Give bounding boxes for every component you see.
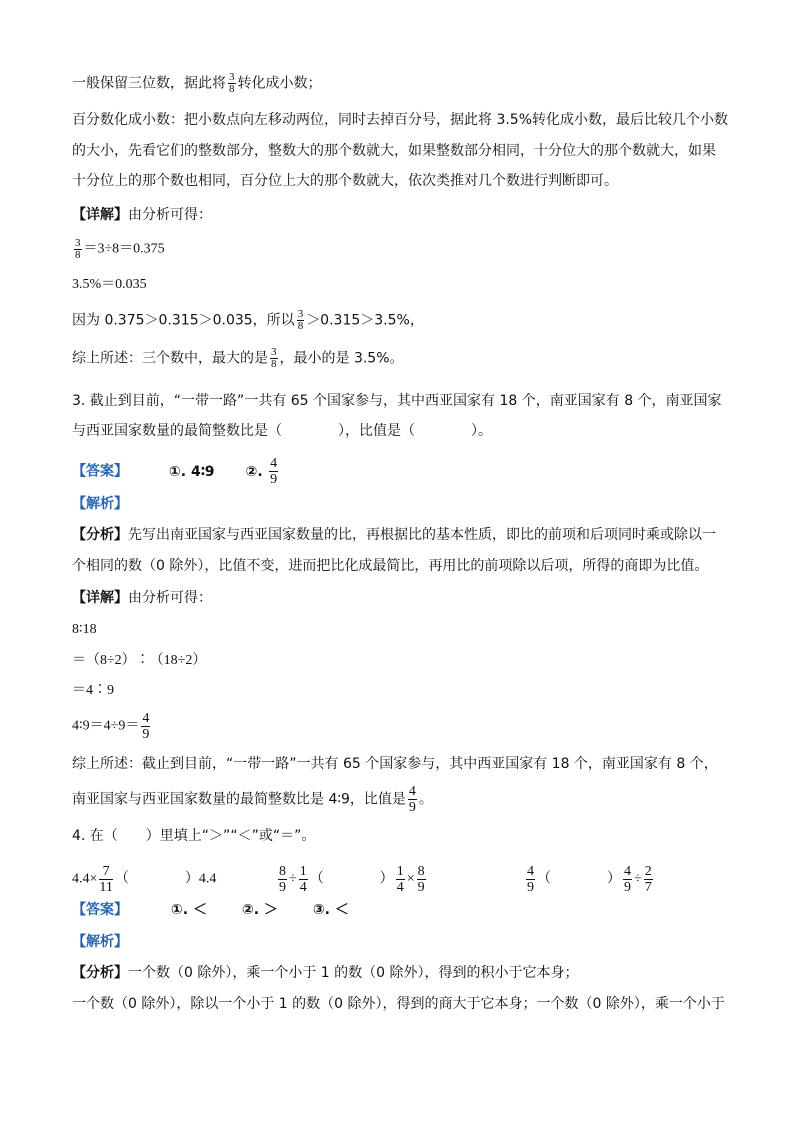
text-line: 一个数（0 除外），除以一个小于 1 的数（0 除外），得到的商大于它本身；一个数（0 除外），乘一个小于 <box>72 996 725 1012</box>
text-segment: 综上所述：三个数中，最大的是 <box>72 350 268 367</box>
operator: ÷ <box>634 871 642 887</box>
denominator: 9 <box>417 880 425 895</box>
numerator: 2 <box>644 864 652 879</box>
operator: × <box>406 871 415 887</box>
expression-2 <box>276 864 428 895</box>
text-line: 百分数化成小数：把小数点向左移动两位，同时去掉百分号，据此将 3.5%转化成小数，最后比较几个小数 <box>72 112 729 128</box>
section-tag: 【分析】 <box>72 965 128 981</box>
numerator: 3 <box>297 308 304 320</box>
answer-2: ②. ＞ <box>241 902 278 918</box>
denominator: 9 <box>142 727 150 742</box>
answer-tag: 【答案】 <box>72 902 128 918</box>
fraction <box>269 456 278 487</box>
answer-row <box>72 456 734 487</box>
step-line: 8∶18 <box>72 622 97 637</box>
text-line: 的大小，先看它们的整数部分，整数大的那个数就大，如果整数部分相同，十分位大的那个数就大，如果 <box>72 143 716 159</box>
text-segment: 一个数（0 除外），乘一个小于 1 的数（0 除外），得到的积小于它本身； <box>128 965 579 981</box>
text-segment: 先写出南亚国家与西亚国家数量的比，再根据比的基本性质，即比的前项和后项同时乘或除以一 <box>128 527 716 543</box>
analysis-tag: 【解析】 <box>72 934 128 950</box>
fraction <box>141 711 150 742</box>
numerator: 4 <box>527 864 534 879</box>
fraction <box>270 347 278 370</box>
section-tag: 【详解】 <box>72 207 128 223</box>
text-line: 十分位上的那个数也相同，百分位上大的那个数就大，依次类推对几个数进行判断即可。 <box>72 173 618 189</box>
section-tag: 【分析】 <box>72 527 128 543</box>
text-segment: 。 <box>418 791 433 808</box>
numerator: 8 <box>417 864 425 879</box>
text-segment: （ ） <box>537 871 621 887</box>
fraction <box>278 864 287 895</box>
text-segment: 南亚国家与西亚国家数量的最简整数比是 4∶9，比值是 <box>72 791 406 808</box>
denominator: 9 <box>527 880 534 895</box>
text-line <box>72 238 734 261</box>
denominator: 9 <box>270 472 278 487</box>
fraction <box>396 864 405 895</box>
answer-row <box>72 900 734 920</box>
text-segment: 转化成小数； <box>237 75 322 92</box>
answer-2-label: ②. <box>245 463 263 480</box>
text-line <box>72 309 734 332</box>
question-3-line-1: 3. 截止到目前，“一带一路”一共有 65 个国家参与，其中西亚国家有 18 个，南亚国家有 8 个，南亚国家 <box>72 393 722 409</box>
answer-tag: 【答案】 <box>72 463 128 480</box>
numerator: 3 <box>271 346 277 358</box>
step-line: ＝4∶9 <box>72 683 114 698</box>
denominator: 4 <box>396 880 404 895</box>
answer-3: ③. ＜ <box>312 902 349 918</box>
denominator: 8 <box>75 249 81 261</box>
denominator: 8 <box>271 358 277 370</box>
denominator: 8 <box>297 320 304 332</box>
text-segment: （ ） <box>309 871 394 887</box>
denominator: 9 <box>408 800 416 815</box>
denominator: 9 <box>279 880 286 895</box>
denominator: 7 <box>644 880 652 895</box>
fraction <box>74 238 82 261</box>
analysis-tag: 【解析】 <box>72 496 128 512</box>
fraction <box>623 864 632 895</box>
text-segment: 由分析可得： <box>128 207 212 223</box>
numerator: 4 <box>142 711 150 726</box>
text-line <box>72 588 734 608</box>
question-4-line: 4. 在（ ）里填上“＞”“＜”或“＝”。 <box>72 828 316 844</box>
text-line: 3.5%＝0.035 <box>72 277 147 292</box>
fraction <box>299 864 308 895</box>
denominator: 8 <box>229 83 235 95</box>
numerator: 3 <box>229 71 235 83</box>
section-tag: 【详解】 <box>72 590 128 606</box>
numerator: 7 <box>99 864 112 880</box>
operator: ÷ <box>289 871 297 887</box>
step-line: ＝（8÷2）∶（18÷2） <box>72 653 207 668</box>
numerator: 4 <box>408 784 416 799</box>
numerator: 8 <box>279 864 286 879</box>
numerator: 1 <box>299 864 307 879</box>
numerator: 4 <box>270 456 278 471</box>
text-segment: 因为 0.375＞0.315＞0.035，所以 <box>72 312 295 329</box>
denominator: 9 <box>624 880 631 895</box>
text-segment: ＝3÷8＝0.375 <box>83 241 165 257</box>
expression-3 <box>524 864 655 895</box>
text-line <box>72 784 734 815</box>
fraction <box>417 864 426 895</box>
text-segment: （ ）4.4 <box>114 871 217 887</box>
text-line <box>72 72 734 95</box>
text-line: 综上所述：截止到目前，“一带一路”一共有 65 个国家参与，其中西亚国家有 18 个，南亚国家有 8 个， <box>72 756 718 772</box>
text-segment: ＞0.315＞3.5%， <box>306 312 424 329</box>
fraction <box>297 309 305 332</box>
text-segment: 由分析可得： <box>128 590 212 606</box>
expression-1 <box>72 864 216 895</box>
fraction <box>99 864 112 895</box>
text-line: 个相同的数（0 除外），比值不变，进而把比化成最简比，再用比的前项除以后项，所得的商即为比值。 <box>72 558 709 574</box>
text-segment: 4.4× <box>72 871 98 887</box>
question-3-line-2: 与西亚国家数量的最简整数比是（ ），比值是（ ）。 <box>72 423 492 439</box>
step-line <box>72 711 734 742</box>
text-line <box>72 525 734 545</box>
numerator: 4 <box>624 864 631 879</box>
answer-1: ①. ＜ <box>170 902 207 918</box>
text-line <box>72 205 734 225</box>
numerator: 3 <box>75 237 81 249</box>
numerator: 1 <box>396 864 404 879</box>
fraction <box>228 72 236 95</box>
answer-1: ①. 4∶9 <box>168 463 215 480</box>
text-line <box>72 347 734 370</box>
text-segment: 4∶9＝4÷9＝ <box>72 718 140 734</box>
fraction <box>408 784 417 815</box>
denominator: 4 <box>299 880 307 895</box>
text-line <box>72 963 734 983</box>
fraction <box>644 864 653 895</box>
comparison-row <box>72 856 734 895</box>
text-segment: ，最小的是 3.5%。 <box>279 350 404 367</box>
fraction <box>526 864 535 895</box>
denominator: 11 <box>99 880 113 895</box>
text-segment: 一般保留三位数，据此将 <box>72 75 226 92</box>
